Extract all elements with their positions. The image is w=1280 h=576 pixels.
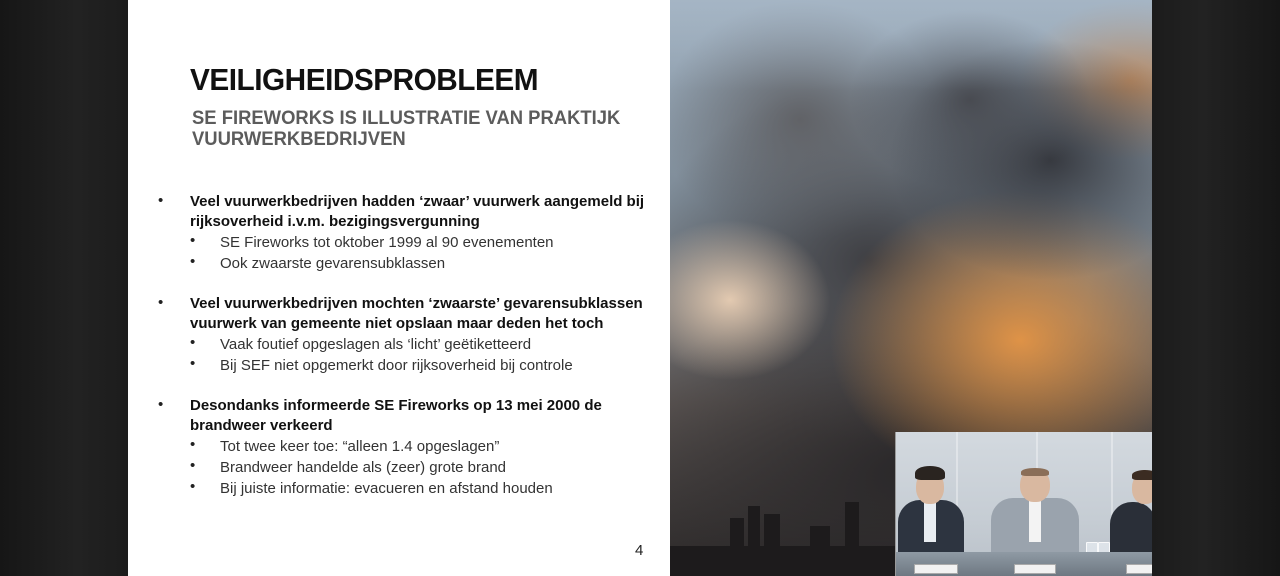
sub-bullet-item	[158, 436, 658, 457]
bullet-text: Veel vuurwerkbedrijven mochten ‘zwaarste’ gevarensubklassen vuurwerk van gemeente niet opslaan maar deden het toch	[190, 295, 643, 332]
webcam-inset	[895, 432, 1152, 576]
nameplate	[1014, 564, 1056, 574]
bullet-item	[158, 192, 658, 232]
sub-bullet-text: Vaak foutief opgeslagen als ‘licht’ geëtiketteerd	[220, 336, 532, 353]
nameplate	[914, 564, 958, 574]
slide-subtitle: SE FIREWORKS IS ILLUSTRATIE VAN PRAKTIJK VUURWERKBEDRIJVEN	[192, 108, 621, 150]
sub-bullet-dot: •	[190, 355, 196, 372]
bullet-text: Desondanks informeerde SE Fireworks op 13 mei 2000 de brandweer verkeerd	[190, 397, 602, 434]
sub-bullet-dot: •	[190, 436, 196, 453]
bullet-dot: •	[158, 192, 164, 209]
sub-bullet-item	[158, 334, 658, 355]
sub-bullet-dot: •	[190, 334, 196, 351]
sub-bullet-dot: •	[190, 457, 196, 474]
sub-bullet-item	[158, 253, 658, 274]
bullet-dot: •	[158, 294, 164, 311]
slide-title: VEILIGHEIDSPROBLEEM	[190, 62, 539, 97]
person-left	[896, 452, 966, 562]
sub-bullet-item	[158, 355, 658, 376]
person-center	[991, 452, 1081, 562]
bullet-list	[158, 192, 658, 519]
sub-bullet-item	[158, 457, 658, 478]
letterbox-right	[1152, 0, 1280, 576]
sub-bullet-item	[158, 478, 658, 499]
hair	[1132, 470, 1152, 480]
sub-bullet-text: Brandweer handelde als (zeer) grote brand	[220, 459, 507, 476]
hair	[915, 466, 945, 480]
bullet-dot: •	[158, 396, 164, 413]
nameplate	[1126, 564, 1152, 574]
presentation-slide	[128, 0, 1152, 576]
shirt	[1029, 500, 1041, 542]
sub-bullet-dot: •	[190, 478, 196, 495]
bullet-group-1	[158, 192, 658, 274]
bullet-group-2	[158, 294, 658, 376]
sub-bullet-text: Bij SEF niet opgemerkt door rijksoverheid bij controle	[220, 357, 573, 374]
letterbox-left	[0, 0, 128, 576]
bullet-item	[158, 396, 658, 436]
slide-text-panel	[128, 0, 670, 576]
sub-bullet-text: Bij juiste informatie: evacueren en afstand houden	[220, 480, 553, 497]
bullet-item	[158, 294, 658, 334]
sub-bullet-dot: •	[190, 253, 196, 270]
sub-bullet-text: Tot twee keer toe: “alleen 1.4 opgeslagen”	[220, 438, 500, 455]
person-right	[1106, 452, 1152, 562]
bullet-group-3	[158, 396, 658, 499]
hair	[1021, 468, 1049, 476]
slide-page-number: 4	[635, 542, 644, 559]
sub-bullet-text: Ook zwaarste gevarensubklassen	[220, 255, 446, 272]
sub-bullet-text: SE Fireworks tot oktober 1999 al 90 evenementen	[220, 234, 554, 251]
bullet-text: Veel vuurwerkbedrijven hadden ‘zwaar’ vuurwerk aangemeld bij rijksoverheid i.v.m. bezigingsvergunning	[190, 193, 645, 230]
shirt	[924, 502, 936, 542]
sky-area	[670, 0, 1152, 90]
sub-bullet-dot: •	[190, 232, 196, 249]
sub-bullet-item	[158, 232, 658, 253]
